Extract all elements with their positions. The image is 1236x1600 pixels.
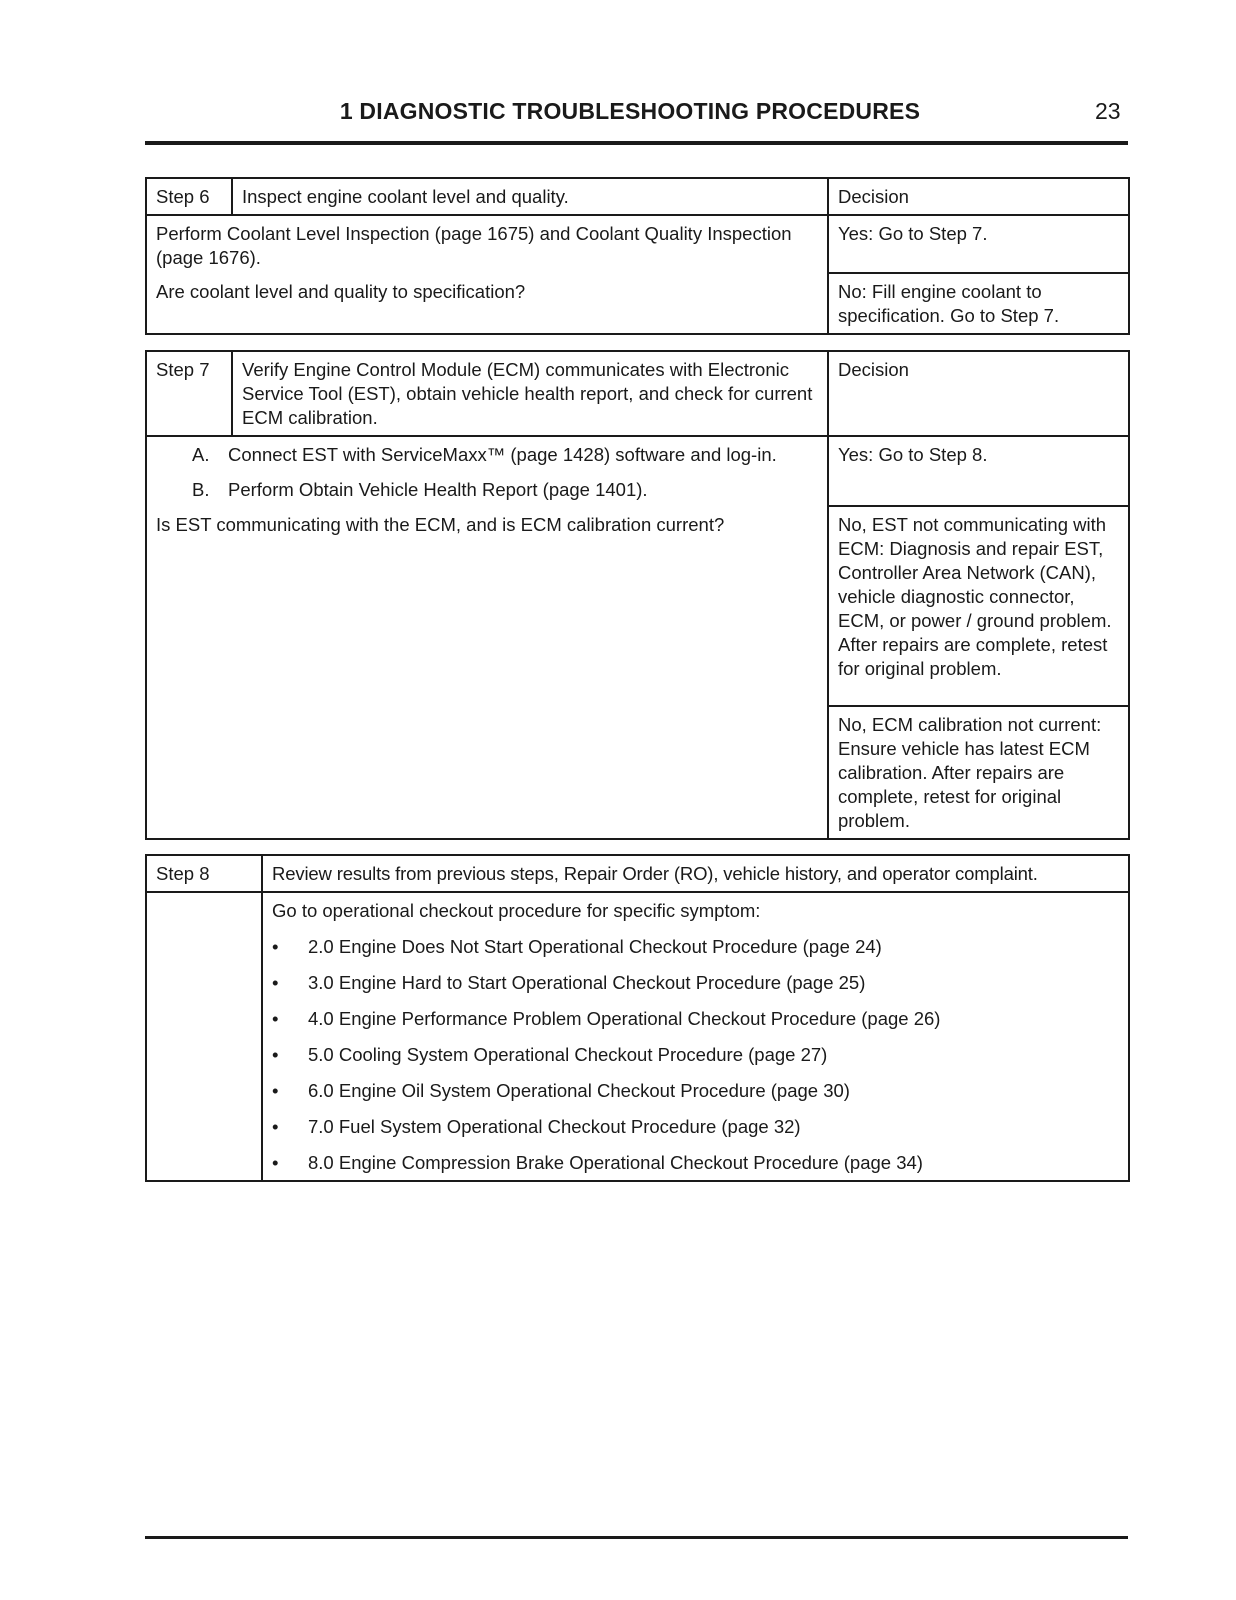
page-number: 23 (1095, 98, 1121, 124)
step-8-intro: Go to operational checkout procedure for specific symptom: (272, 900, 761, 921)
list-item: • 8.0 Engine Compression Brake Operational Checkout Procedure (page 34) (272, 1152, 923, 1173)
step-7-no-ecm: No, ECM calibration not current: Ensure vehicle has latest ECM calibration. After repairs are complete, retest for original problem. (828, 706, 1129, 839)
step-6-body (146, 215, 828, 334)
list-item: • 3.0 Engine Hard to Start Operational Checkout Procedure (page 25) (272, 972, 866, 993)
step-6-label: Step 6 (146, 178, 232, 215)
step-7-question: Is EST communicating with the ECM, and is ECM calibration current? (156, 514, 725, 535)
step-8-label: Step 8 (146, 855, 262, 892)
step-6-instruction: Perform Coolant Level Inspection (page 1675) and Coolant Quality Inspection (page 1676). (156, 223, 792, 268)
page-title: 1 DIAGNOSTIC TROUBLESHOOTING PROCEDURES (339, 98, 921, 124)
step-7-decision-header: Decision (828, 351, 1129, 436)
step-8-empty-cell (146, 892, 262, 1181)
step-6-title: Inspect engine coolant level and quality. (232, 178, 828, 215)
step-7-title: Verify Engine Control Module (ECM) communicates with Electronic Service Tool (EST), obtain vehicle health report, and check for current ECM calibration. (232, 351, 828, 436)
step-8-table (145, 854, 1130, 1182)
header-rule (145, 141, 1128, 145)
step-6-decision-header: Decision (828, 178, 1129, 215)
list-item: • 7.0 Fuel System Operational Checkout Procedure (page 32) (272, 1116, 801, 1137)
step-7-label: Step 7 (146, 351, 232, 436)
checkout-procedure-list (272, 935, 1119, 1175)
step-7-no-est: No, EST not communicating with ECM: Diagnosis and repair EST, Controller Area Network (CAN), vehicle diagnostic connector, ECM, or power / ground problem. After repairs are complete, retest for original problem. (828, 506, 1129, 706)
step-6-yes: Yes: Go to Step 7. (828, 215, 1129, 273)
step-7-substep-b: B. Perform Obtain Vehicle Health Report (page 1401). (192, 479, 648, 500)
list-item: • 5.0 Cooling System Operational Checkout Procedure (page 27) (272, 1044, 828, 1065)
list-item: • 6.0 Engine Oil System Operational Checkout Procedure (page 30) (272, 1080, 850, 1101)
list-item: • 2.0 Engine Does Not Start Operational Checkout Procedure (page 24) (272, 936, 882, 957)
step-7-body (146, 436, 828, 839)
step-7-table (145, 350, 1130, 840)
step-6-question: Are coolant level and quality to specification? (156, 281, 526, 302)
list-item: • 4.0 Engine Performance Problem Operational Checkout Procedure (page 26) (272, 1008, 941, 1029)
step-6-table (145, 177, 1130, 335)
step-7-yes: Yes: Go to Step 8. (828, 436, 1129, 506)
footer-rule (145, 1536, 1128, 1539)
step-8-body (262, 892, 1129, 1181)
step-6-no: No: Fill engine coolant to specification. Go to Step 7. (828, 273, 1129, 334)
step-8-title: Review results from previous steps, Repair Order (RO), vehicle history, and operator complaint. (262, 855, 1129, 892)
step-7-substep-a: A. Connect EST with ServiceMaxx™ (page 1428) software and log-in. (192, 444, 777, 465)
